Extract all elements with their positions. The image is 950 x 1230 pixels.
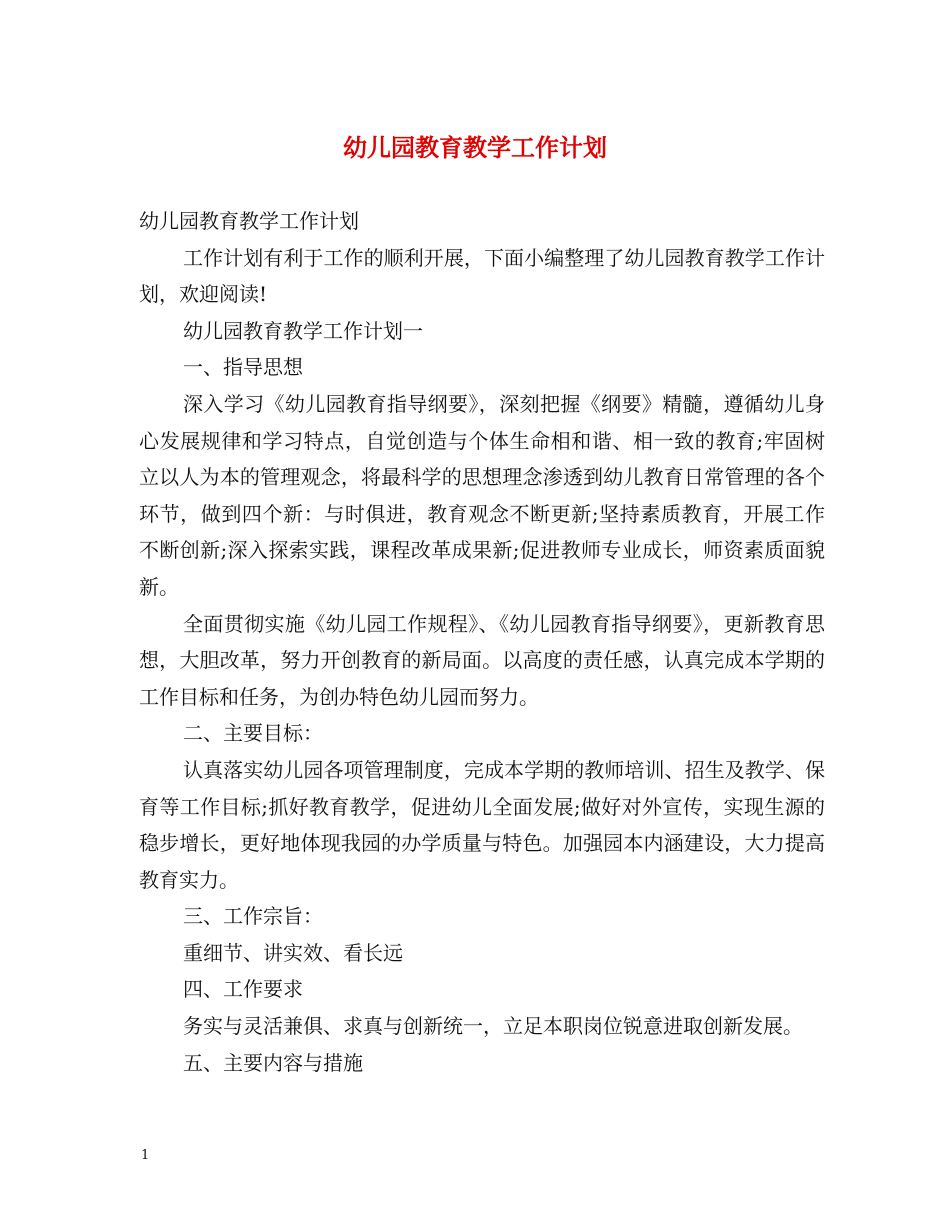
section-heading-work-purpose: 三、工作宗旨： xyxy=(183,904,323,929)
section-heading-main-goals: 二、主要目标： xyxy=(183,721,323,746)
section-heading-guiding-ideology: 一、指导思想 xyxy=(183,355,303,380)
paragraph-work-purpose: 重细节、讲实效、看长远 xyxy=(183,940,403,965)
paragraph-work-requirements: 务实与灵活兼俱、求真与创新统一，立足本职岗位锐意进取创新发展。 xyxy=(183,1014,803,1039)
document-body xyxy=(139,203,825,1081)
paragraph-intro: 工作计划有利于工作的顺利开展，下面小编整理了幼儿园教育教学工作计划，欢迎阅读! xyxy=(139,245,825,307)
section-heading-content-measures: 五、主要内容与措施 xyxy=(183,1050,363,1075)
paragraph-guiding-ideology: 深入学习《幼儿园教育指导纲要》，深刻把握《纲要》精髓，遵循幼儿身心发展规律和学习特点，自觉创造与个体生命相和谐、相一致的教育;牢固树立以人为本的管理观念，将最科学的思想理念渗透到幼儿教育日常管理的各个环节，做到四个新：与时俱进，教育观念不断更新;坚持素质教育，开展工作不断创新;深入探索实践，课程改革成果新;促进教师专业成长，师资素质面貌新。 xyxy=(139,391,825,599)
section-heading-work-requirements: 四、工作要求 xyxy=(183,977,303,1002)
paragraph-implementation: 全面贯彻实施《幼儿园工作规程》、《幼儿园教育指导纲要》，更新教育思想，大胆改革，努力开创教育的新局面。以高度的责任感，认真完成本学期的工作目标和任务，为创办特色幼儿园而努力。 xyxy=(139,611,825,709)
section-heading-plan-one: 幼儿园教育教学工作计划一 xyxy=(183,318,423,343)
page-number: 1 xyxy=(141,1148,150,1163)
document-title: 幼儿园教育教学工作计划 xyxy=(343,133,607,162)
paragraph-subtitle: 幼儿园教育教学工作计划 xyxy=(139,209,359,233)
paragraph-main-goals: 认真落实幼儿园各项管理制度，完成本学期的教师培训、招生及教学、保育等工作目标;抓好教育教学，促进幼儿全面发展;做好对外宣传，实现生源的稳步增长，更好地体现我园的办学质量与特色。加强园本内涵建设，大力提高教育实力。 xyxy=(139,757,825,892)
